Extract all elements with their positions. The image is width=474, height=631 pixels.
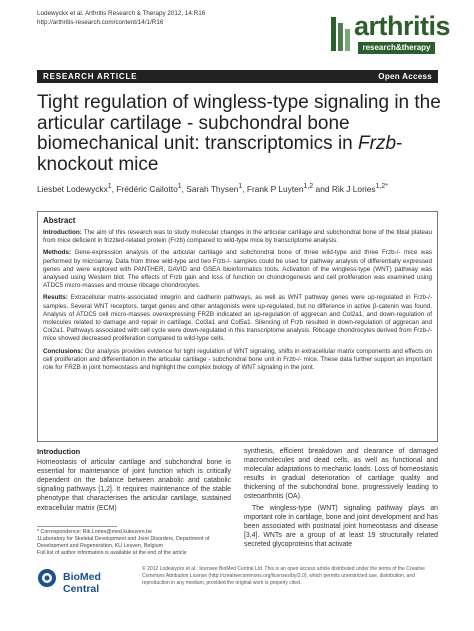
journal-logo-sub-text: research&therapy <box>358 42 435 54</box>
body-column-left <box>37 447 231 515</box>
body-column-right <box>244 447 438 551</box>
title-line-1: Tight regulation of wingless-type signaling in the <box>37 92 441 113</box>
journal-logo-mark-icon <box>330 15 352 53</box>
introduction-heading: Introduction <box>37 447 81 456</box>
citation-line-1: Lodewyckx et al. Arthritis Research & Therapy 2012, 14:R16 <box>37 10 206 17</box>
abstract-box <box>37 211 438 442</box>
footnote-divider <box>37 526 117 527</box>
abstract-methods: Methods: Gene-expression analysis of the articular cartilage and subchondral bone of three wild-type and three Frzb-/- mice was performed by microarray. Data from three wild-type and two Frzb-/- samples could be used for pathway analysis of differentially expressed genes and were explored with PANTHER, DAVID and GSEA bioinformatics tools. Activation of the wingless-type (WNT) pathway was analysed using Western blot. The effects of Frzb gain and loss of function on chondrogenesis and cell proliferation was examined using ATDC5 micro-masses and mouse ribcage chondrocytes. <box>43 249 432 290</box>
title-gene-name: Frzb <box>358 133 397 155</box>
article-title <box>37 93 447 175</box>
abstract-introduction: Introduction: The aim of this research was to study molecular changes in the articular cartilage and subchondral bone of the tibial plateau from mice deficient in frizzled-related protein (Frzb) compared to wild-type mice by transcriptome analysis. <box>43 229 432 245</box>
open-access-label: Open Access <box>378 72 432 81</box>
citation-url[interactable]: http://arthritis-research.com/content/14/1/R16 <box>37 18 164 26</box>
author-name: , Frédéric Cailotto <box>111 183 178 194</box>
abstract-results: Results: Extracellular matrix-associated integrin and cadherin pathways, as well as WNT pathway genes were up-regulated in Frzb-/- samples. Several WNT receptors, target genes and other antagonists were up-regulated, but no difference in active β-catenin was found. Analysis of ATDC5 cell micro-masses overexpressing FRZB indicated an up-regulation of aggrecan and Col2a1, and down-regulation of molecules related to damage and repair in cartilage, Col3a1 and Col5a1. Silencing of Frzb resulted in down-regulation of aggrecan and Col2a1. Pathways associated with cell cycle were down-regulated in this transcriptome analysis. Ribcage chondrocytes derived from Frzb-/- mice showed decreased proliferation compared to wild-type cells. <box>43 294 432 343</box>
biomed-central-logo-text: BioMed Central <box>63 571 101 595</box>
abstract-heading: Abstract <box>43 216 76 225</box>
article-type-banner <box>37 70 438 83</box>
introduction-paragraph: Homeostasis of articular cartilage and subchondral bone is essential for maintenance of joint function which is critically dependent on the balance between anabolic and catabolic signaling pathways [1,2]. It requires maintenance of the stable phenotype that characterises the articular cartilage, sustained extracellular matrix (ECM) <box>37 459 231 512</box>
author-name: , Sarah Thysen <box>181 183 239 194</box>
title-line-4: knockout mice <box>37 153 159 175</box>
copyright-notice: © 2012 Lodewyckx et al.; licensee BioMed Central Ltd. This is an open access article distributed under the terms of the Creative Commons Attribution License (http://creativecommons.org/licenses/by/2.0), which permits unrestricted use, distribution, and reproduction in any medium, provided the original work is properly cited. <box>142 566 425 586</box>
author-list: Liesbet Lodewyckx$^1$, Frédéric Cailotto$^1$, Sarah Thysen$^1$, Frank P Luyten$^{1,2}$ and Rik J Lories$^{1,2*}$ <box>37 183 389 194</box>
author-info-note: Full list of author information is available at the end of the article <box>37 550 187 556</box>
title-line-3: biomechanical unit: transcriptomics in Frzb- <box>37 133 403 155</box>
author-name: , Frank P Luyten <box>242 183 304 194</box>
biomed-central-logo-icon <box>37 568 59 588</box>
biomed-central-logo <box>37 568 137 595</box>
citation-header <box>37 10 205 27</box>
abstract-conclusions: Conclusions: Our analysis provides evidence for tight regulation of WNT signaling, shifts in extracellular matrix components and effects on cell proliferation and differentiation in the articular cartilage - subchondral bone unit in Frzb-/- mice. These data further support an important role for FRZB in joint homeostasis and highlight the complex biology of WNT signaling in the joint. <box>43 347 432 372</box>
author-name: Liesbet Lodewyckx <box>37 183 108 194</box>
affiliation-note: 1Laboratory for Skeletal Development and Joint Disorders, Department of Development and Regeneration, KU Leuven, Belgium <box>37 536 210 549</box>
journal-logo <box>330 11 451 57</box>
correspondence-note: * Correspondence: Rik.Lories@med.kuleuven.be <box>37 529 152 535</box>
footnotes <box>37 529 231 557</box>
body-paragraph: synthesis, efficient breakdown and clearance of damaged macromolecules and dead cells, as well as functional and molecular adaptations to mechanic loads. Loss of homeostasis results in gradual deterioration of cartilage quality and thickening of the subchondral bone, progressively leading to osteoarthritis (OA). <box>244 448 438 501</box>
title-line-2: articular cartilage - subchondral bone <box>37 112 350 134</box>
journal-logo-main-text: arthritis <box>354 11 451 41</box>
body-paragraph: The wingless-type (WNT) signaling pathway plays an important role in cartilage, bone and joint development and has been associated with postnatal joint homeostasis and disease [3,4]. WNTs are a group of at least 19 structurally related secreted glycoproteins that activate <box>244 504 438 548</box>
article-type-label: RESEARCH ARTICLE <box>43 72 138 81</box>
author-name: and Rik J Lories <box>313 183 376 194</box>
